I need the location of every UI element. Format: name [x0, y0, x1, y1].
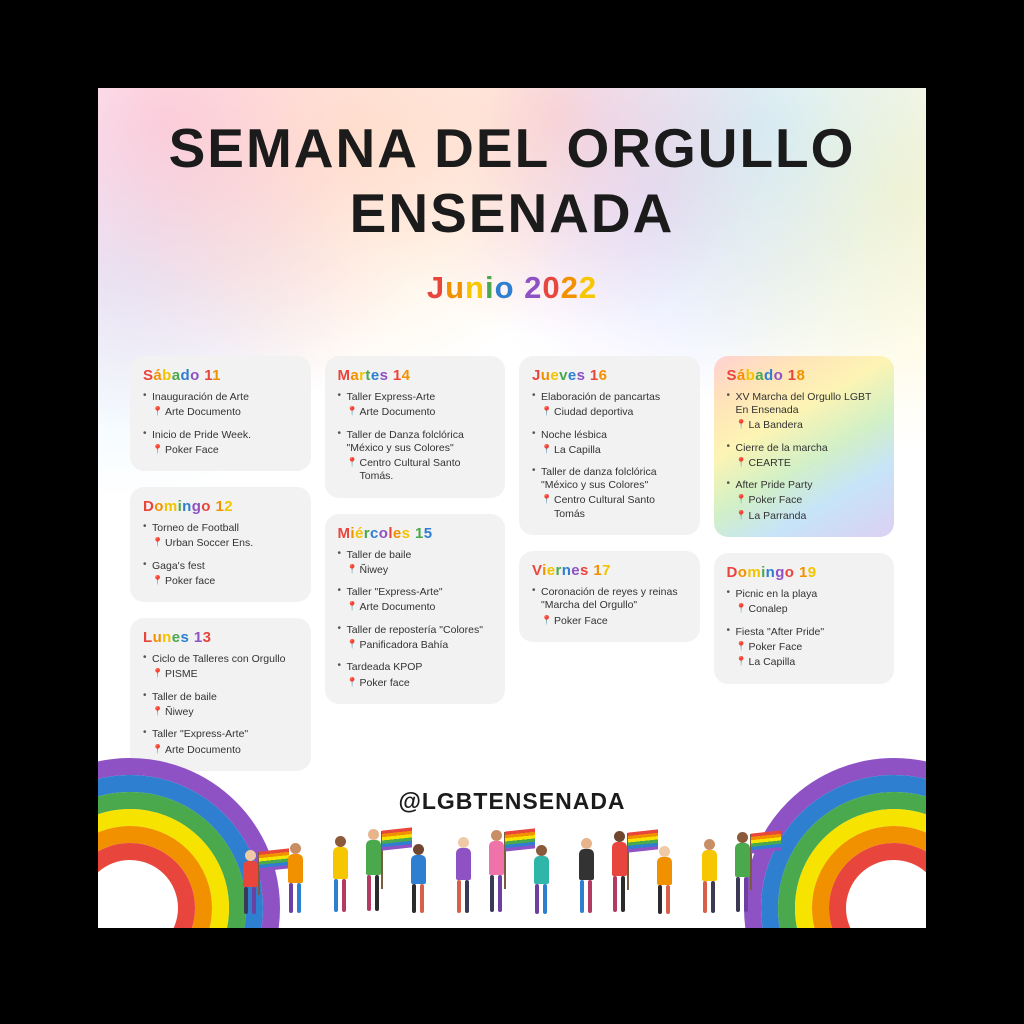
person-leg: [367, 875, 371, 912]
person-torso: [456, 848, 471, 880]
event-title: • Taller de Danza folclórica "México y sus Colores": [338, 429, 493, 455]
person-torso: [489, 841, 504, 875]
social-handle: @LGBTENSENADA: [398, 788, 626, 814]
event-title: • Tardeada KPOP: [338, 661, 493, 674]
pride-crowd-illustration: [238, 822, 786, 912]
day-label-jueves-16: Jueves 16: [532, 367, 608, 384]
schedule-columns: [130, 356, 894, 771]
person-torso: [657, 857, 672, 885]
day-label-martes-14: Martes 14: [337, 367, 411, 384]
page-title-line-1: SEMANA DEL ORGULLO: [168, 117, 856, 179]
person-head: [659, 846, 670, 857]
event-item: [338, 549, 493, 578]
crowd-person: [406, 844, 432, 912]
crowd-person: [697, 839, 723, 912]
event-item: [143, 560, 298, 589]
event-title: • Taller de repostería "Colores": [338, 624, 493, 637]
day-card-lunes-13: [130, 618, 311, 771]
person-torso: [702, 850, 717, 881]
event-title: • Fiesta "After Pride": [727, 626, 882, 639]
day-label-domingo-12: Domingo 12: [143, 498, 233, 516]
event-item: [143, 522, 298, 551]
person-leg: [289, 883, 293, 913]
person-leg: [412, 884, 416, 914]
event-venue: 📍 Panificadora Bahía: [338, 639, 493, 652]
person-torso: [288, 854, 303, 883]
event-title: • Taller de baile: [338, 549, 493, 562]
person-leg: [244, 887, 248, 914]
person-leg: [666, 885, 670, 914]
person-head: [536, 845, 547, 856]
day-card-sabado-18: [714, 356, 895, 537]
person-leg: [744, 877, 748, 912]
person-head: [737, 832, 748, 843]
day-card-domingo-19: [714, 553, 895, 684]
person-torso: [534, 856, 549, 884]
crowd-person: [652, 846, 678, 912]
person-leg: [580, 880, 584, 913]
person-head: [704, 839, 715, 850]
crowd-person: [238, 850, 264, 912]
event-item: [532, 466, 687, 521]
person-leg: [535, 884, 539, 913]
schedule-column-3: [519, 356, 700, 771]
event-item: [532, 586, 687, 628]
crowd-person: [574, 838, 600, 912]
person-leg: [736, 877, 740, 912]
person-leg: [297, 883, 301, 913]
person-head: [335, 836, 346, 847]
event-venue: 📍 Poker Face: [727, 641, 882, 654]
event-venue: 📍 Arte Documento: [338, 601, 493, 614]
event-venue: 📍 Arte Documento: [338, 406, 493, 419]
person-leg: [613, 876, 617, 912]
day-label-domingo-19: Domingo 19: [726, 564, 817, 582]
person-leg: [543, 884, 547, 913]
event-item: [532, 429, 687, 458]
poster-subtitle: Junio 2022: [426, 269, 598, 305]
person-leg: [457, 880, 461, 913]
person-leg: [490, 875, 494, 911]
person-torso: [411, 855, 426, 884]
event-title: • XV Marcha del Orgullo LGBT En Ensenada: [727, 391, 882, 417]
event-title: • Taller "Express-Arte": [143, 728, 298, 741]
person-torso: [735, 843, 750, 877]
event-venue: 📍 La Capilla: [727, 656, 882, 669]
event-item: [338, 586, 493, 615]
event-item: [143, 691, 298, 720]
person-head: [413, 844, 424, 855]
person-leg: [658, 885, 662, 914]
day-card-miercoles-15: [325, 514, 506, 704]
pride-flag-icon: [751, 830, 781, 853]
person-head: [581, 838, 592, 849]
event-venue: 📍 Ñiwey: [143, 706, 298, 719]
event-item: [727, 626, 882, 670]
event-title: • Cierre de la marcha: [727, 442, 882, 455]
person-leg: [498, 875, 502, 911]
event-venue: 📍 Ñiwey: [338, 564, 493, 577]
event-venue: 📍 PISME: [143, 668, 298, 681]
day-card-martes-14: [325, 356, 506, 498]
event-venue: 📍 Centro Cultural Santo Tomás: [532, 494, 687, 521]
person-torso: [243, 861, 258, 887]
crowd-person: [730, 832, 756, 912]
crowd-person: [529, 845, 555, 912]
person-leg: [252, 887, 256, 914]
event-venue: 📍 Poker Face: [532, 615, 687, 628]
event-title: • Coronación de reyes y reinas "Marcha del Orgullo": [532, 586, 687, 612]
schedule-column-1: [130, 356, 311, 771]
event-item: [727, 588, 882, 617]
event-title: • Picnic en la playa: [727, 588, 882, 601]
event-item: [143, 653, 298, 682]
person-leg: [420, 884, 424, 914]
event-title: • Inicio de Pride Week.: [143, 429, 298, 442]
event-title: • Taller "Express-Arte": [338, 586, 493, 599]
crowd-person: [451, 837, 477, 912]
event-venue: 📍 Poker face: [143, 575, 298, 588]
event-title: • After Pride Party: [727, 479, 882, 492]
event-title: • Taller de baile: [143, 691, 298, 704]
event-venue: 📍 Arte Documento: [143, 744, 298, 757]
person-leg: [711, 881, 715, 913]
day-label-lunes-13: Lunes 13: [143, 629, 212, 647]
event-item: [143, 429, 298, 458]
crowd-person: [607, 831, 633, 912]
event-title: • Torneo de Football: [143, 522, 298, 535]
person-leg: [342, 879, 346, 912]
event-venue: 📍 Conalep: [727, 603, 882, 616]
day-card-domingo-12: [130, 487, 311, 602]
event-venue: 📍 Urban Soccer Ens.: [143, 537, 298, 550]
event-venue: 📍 Ciudad deportiva: [532, 406, 687, 419]
page-title-line-2: ENSENADA: [349, 181, 675, 244]
event-venue: 📍 CEARTE: [727, 457, 882, 470]
person-leg: [588, 880, 592, 913]
poster-canvas: [98, 88, 926, 928]
day-label-miercoles-15: Miércoles 15: [337, 524, 433, 542]
day-label-sabado-11: Sábado 11: [143, 367, 221, 384]
person-head: [368, 829, 379, 840]
event-title: • Taller de danza folclórica "México y sus Colores": [532, 466, 687, 492]
event-item: [727, 442, 882, 471]
schedule-column-2: [325, 356, 506, 771]
event-item: [338, 624, 493, 653]
event-item: [338, 429, 493, 484]
person-leg: [465, 880, 469, 913]
event-venue: 📍 Arte Documento: [143, 406, 298, 419]
day-label-viernes-17: Viernes 17: [532, 562, 611, 580]
crowd-person: [361, 829, 387, 912]
day-card-viernes-17: [519, 551, 700, 642]
event-venue: 📍 Centro Cultural Santo Tomás.: [338, 457, 493, 484]
event-item: [143, 728, 298, 757]
person-torso: [612, 842, 627, 876]
event-item: [532, 391, 687, 420]
day-card-jueves-16: [519, 356, 700, 535]
person-head: [614, 831, 625, 842]
person-head: [458, 837, 469, 848]
event-title: • Gaga's fest: [143, 560, 298, 573]
day-label-sabado-18: Sábado 18: [726, 367, 806, 384]
crowd-person: [484, 830, 510, 912]
person-leg: [703, 881, 707, 913]
event-venue: 📍 Poker Face: [727, 494, 882, 507]
crowd-person: [283, 843, 309, 912]
poster-header: [98, 88, 926, 246]
event-title: • Ciclo de Talleres con Orgullo: [143, 653, 298, 666]
person-head: [491, 830, 502, 841]
person-torso: [333, 847, 348, 879]
event-venue: 📍 La Parranda: [727, 510, 882, 523]
person-leg: [375, 875, 379, 912]
event-venue: 📍 La Capilla: [532, 444, 687, 457]
event-item: [727, 479, 882, 523]
person-torso: [366, 840, 381, 875]
schedule-column-4: [714, 356, 895, 771]
event-item: [143, 391, 298, 420]
event-title: • Inauguración de Arte: [143, 391, 298, 404]
event-item: [338, 391, 493, 420]
event-venue: 📍 Poker Face: [143, 444, 298, 457]
event-title: • Taller Express-Arte: [338, 391, 493, 404]
person-leg: [621, 876, 625, 912]
person-head: [245, 850, 256, 861]
event-title: • Noche lésbica: [532, 429, 687, 442]
crowd-person: [328, 836, 354, 912]
event-venue: 📍 La Bandera: [727, 419, 882, 432]
event-item: [338, 661, 493, 690]
person-leg: [334, 879, 338, 912]
person-torso: [579, 849, 594, 880]
day-card-sabado-11: [130, 356, 311, 471]
event-item: [727, 391, 882, 433]
person-head: [290, 843, 301, 854]
event-title: • Elaboración de pancartas: [532, 391, 687, 404]
event-venue: 📍 Poker face: [338, 677, 493, 690]
